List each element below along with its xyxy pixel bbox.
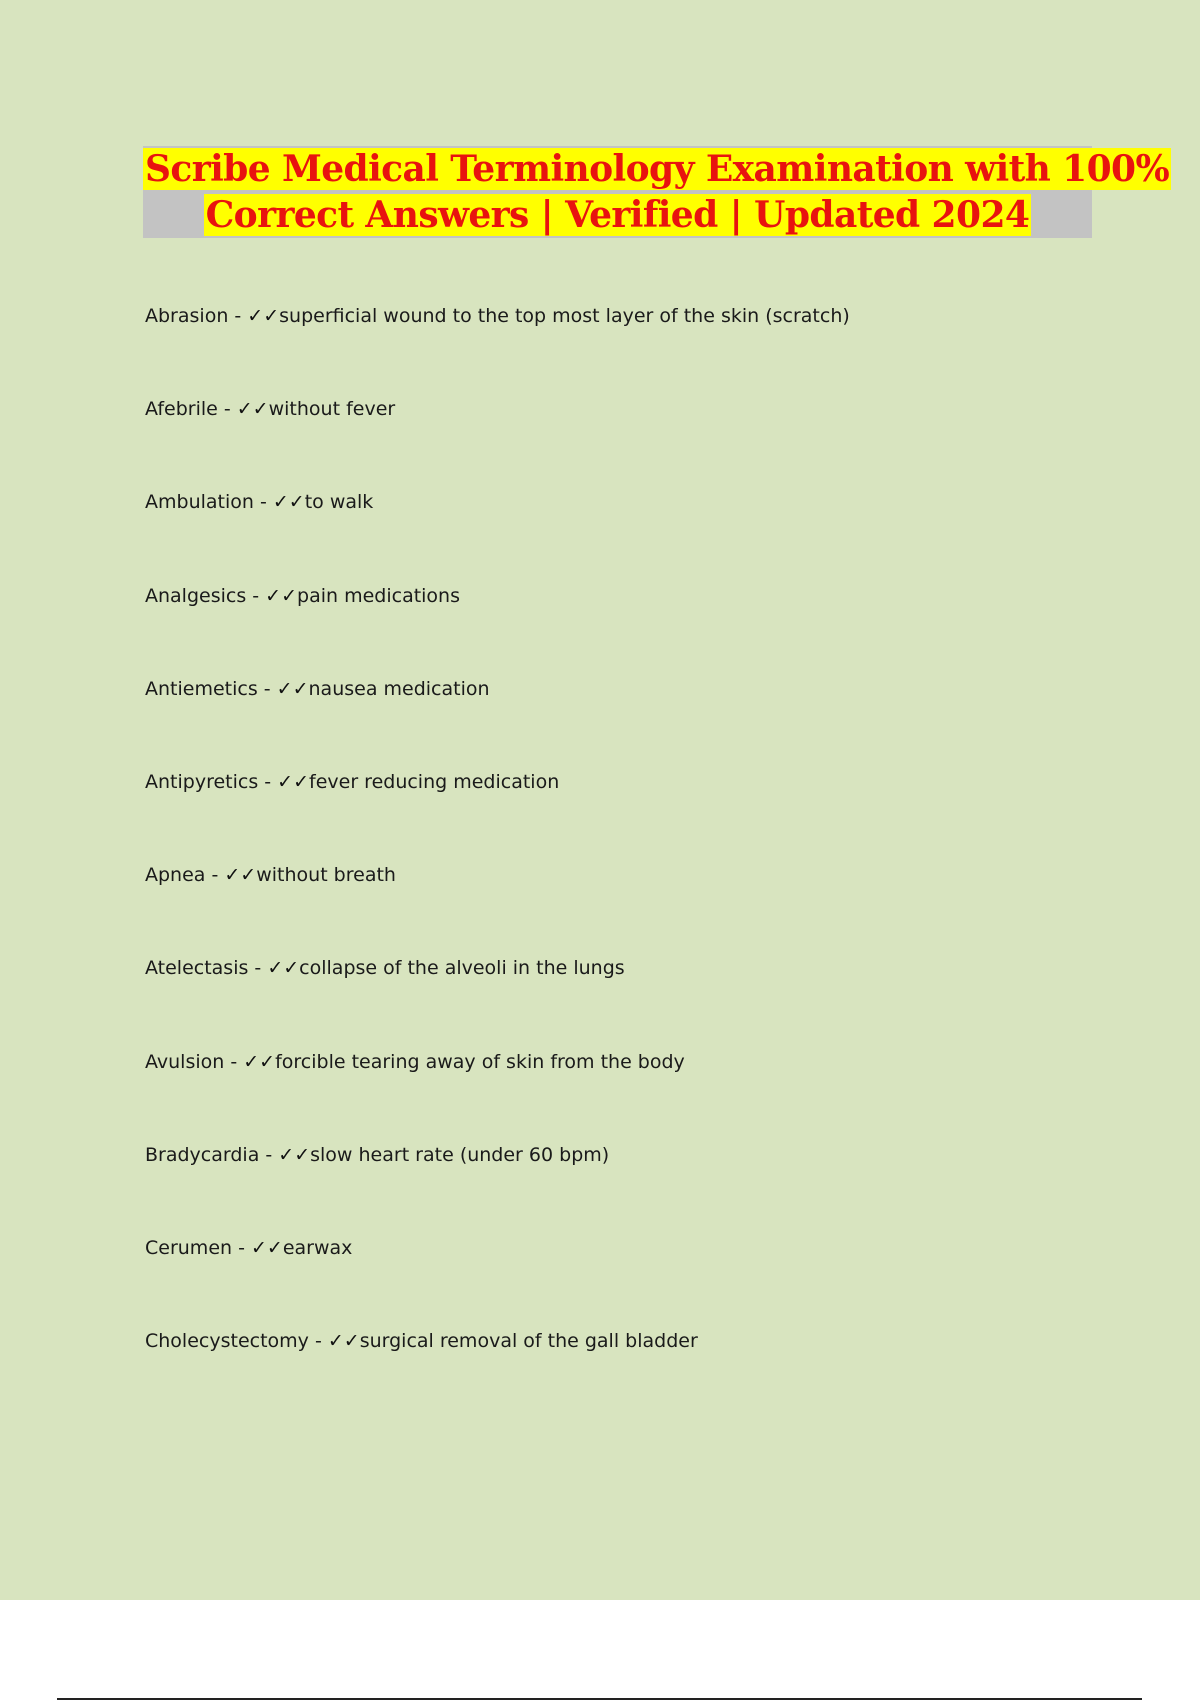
glossary-entry (145, 672, 1095, 765)
double-check-icon: ✓✓ (276, 677, 309, 700)
title-line-2-text: Correct Answers | Verified | Updated 2024 (205, 194, 1030, 236)
glossary-entry (145, 1045, 1095, 1138)
entry-term: Analgesics (145, 584, 247, 607)
double-check-icon: ✓✓ (272, 491, 305, 514)
entry-term: Antiemetics (145, 677, 258, 700)
double-check-icon: ✓✓ (236, 398, 269, 421)
entry-definition: fever reducing medication (309, 770, 560, 793)
glossary-entry (145, 765, 1095, 858)
double-check-icon: ✓✓ (251, 1236, 283, 1259)
entry-definition: without breath (256, 864, 396, 887)
entry-separator: - (308, 1330, 328, 1353)
entry-definition: forcible tearing away of skin from the body (275, 1050, 685, 1073)
glossary-entry (145, 858, 1095, 951)
double-check-icon: ✓✓ (247, 305, 280, 327)
entry-separator: - (224, 1050, 244, 1073)
entry-separator: - (246, 584, 266, 607)
glossary-list (145, 299, 1095, 1417)
glossary-entry (145, 1138, 1095, 1231)
entry-definition: slow heart rate (under 60 bpm) (310, 1143, 610, 1166)
entry-term: Atelectasis (145, 957, 249, 980)
entry-definition: collapse of the alveoli in the lungs (299, 957, 625, 980)
entry-definition: to walk (304, 491, 374, 514)
glossary-entry (145, 1324, 1095, 1417)
double-check-icon: ✓✓ (267, 957, 300, 980)
glossary-entry (145, 951, 1095, 1044)
entry-term: Avulsion (145, 1050, 225, 1073)
entry-separator: - (259, 1143, 279, 1166)
glossary-entry (145, 392, 1095, 485)
entry-separator: - (253, 491, 273, 514)
double-check-icon: ✓✓ (327, 1330, 360, 1353)
entry-definition: pain medications (297, 584, 460, 607)
glossary-entry (145, 485, 1095, 578)
glossary-entry (145, 579, 1095, 672)
document-title (143, 146, 1170, 238)
entry-term: Antipyretics (145, 770, 259, 793)
entry-definition: surgical removal of the gall bladder (359, 1330, 698, 1353)
entry-separator: - (248, 957, 268, 980)
title-line-1 (143, 146, 1170, 192)
entry-separator: - (205, 864, 225, 887)
double-check-icon: ✓✓ (277, 770, 310, 793)
entry-term: Afebrile (145, 398, 218, 421)
entry-separator: - (228, 305, 248, 327)
double-check-icon: ✓✓ (265, 584, 298, 607)
title-line-1-text: Scribe Medical Terminology Examination with 100% (145, 148, 1170, 190)
entry-term: Apnea (145, 864, 206, 887)
title-line-2 (143, 192, 1092, 238)
entry-separator: - (258, 770, 278, 793)
entry-definition: earwax (282, 1236, 353, 1259)
double-check-icon: ✓✓ (224, 864, 257, 887)
entry-term: Abrasion (145, 305, 229, 327)
entry-separator: - (217, 398, 237, 421)
entry-definition: nausea medication (308, 677, 490, 700)
entry-definition: superficial wound to the top most layer of the skin (scratch) (279, 305, 850, 327)
glossary-entry (145, 1231, 1095, 1324)
double-check-icon: ✓✓ (243, 1050, 276, 1073)
double-check-icon: ✓✓ (278, 1143, 311, 1166)
entry-term: Cerumen (145, 1236, 233, 1259)
entry-separator: - (232, 1236, 251, 1259)
entry-term: Cholecystectomy (145, 1330, 309, 1353)
entry-term: Bradycardia (145, 1143, 260, 1166)
entry-definition: without fever (268, 398, 396, 421)
glossary-entry (145, 299, 1095, 392)
entry-term: Ambulation (145, 491, 254, 514)
entry-separator: - (257, 677, 277, 700)
